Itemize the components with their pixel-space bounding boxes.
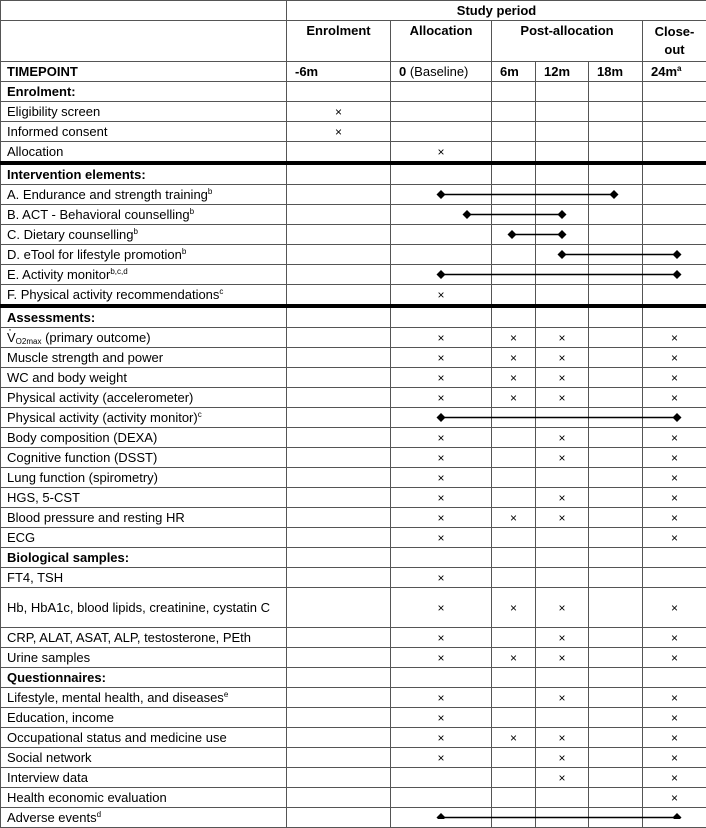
schedule-mark: ×	[287, 102, 391, 122]
schedule-mark: ×	[643, 488, 706, 508]
row-label: FT4, TSH	[1, 568, 287, 588]
schedule-row	[1, 122, 706, 142]
schedule-row	[1, 808, 706, 828]
close-out-header: Close- out	[643, 21, 706, 62]
schedule-mark: ×	[391, 648, 492, 668]
schedule-mark: ×	[536, 748, 589, 768]
row-label: Lifestyle, mental health, and diseases$^e$	[1, 688, 287, 708]
schedule-mark: ×	[536, 648, 589, 668]
schedule-row	[1, 348, 706, 368]
schedule-mark: ×	[643, 528, 706, 548]
schedule-mark: ×	[643, 448, 706, 468]
schedule-mark: ×	[643, 688, 706, 708]
schedule-mark: ×	[391, 368, 492, 388]
section-row-enrolment	[1, 82, 706, 102]
schedule-row	[1, 528, 706, 548]
schedule-row	[1, 102, 706, 122]
schedule-mark: ×	[643, 468, 706, 488]
schedule-mark: ×	[536, 368, 589, 388]
schedule-mark: ×	[391, 468, 492, 488]
schedule-mark: ×	[536, 688, 589, 708]
schedule-mark: ×	[643, 788, 706, 808]
section-title-biological: Biological samples:	[1, 548, 287, 568]
schedule-row	[1, 205, 706, 225]
schedule-mark: ×	[536, 768, 589, 788]
row-label: HGS, 5-CST	[1, 488, 287, 508]
schedule-mark: ×	[643, 708, 706, 728]
row-label: E. Activity monitor$^{b,c,d}$	[1, 265, 287, 285]
schedule-mark: ×	[492, 508, 536, 528]
schedule-mark: ×	[492, 388, 536, 408]
row-label: WC and body weight	[1, 368, 287, 388]
timepoint-6m: 6m	[492, 62, 536, 82]
schedule-mark: ×	[492, 648, 536, 668]
section-row-questionnaires	[1, 668, 706, 688]
schedule-row	[1, 448, 706, 468]
study-period-header: Study period	[287, 1, 706, 21]
row-label: Occupational status and medicine use	[1, 728, 287, 748]
schedule-mark: ×	[643, 388, 706, 408]
row-label: Physical activity (accelerometer)	[1, 388, 287, 408]
timepoint-enrol: -6m	[287, 62, 391, 82]
row-label: Hb, HbA1c, blood lipids, creatinine, cystatin C	[1, 588, 287, 628]
schedule-mark: ×	[643, 508, 706, 528]
row-label: Lung function (spirometry)	[1, 468, 287, 488]
schedule-mark: ×	[391, 728, 492, 748]
schedule-mark: ×	[391, 628, 492, 648]
schedule-row	[1, 588, 706, 628]
section-row-intervention	[1, 163, 706, 185]
schedule-mark: ×	[492, 588, 536, 628]
row-label: · $V_{O2max}$ (primary outcome)	[1, 328, 287, 348]
row-label: Health economic evaluation	[1, 788, 287, 808]
schedule-row	[1, 708, 706, 728]
schedule-mark: ×	[287, 122, 391, 142]
schedule-row	[1, 142, 706, 164]
row-label: Cognitive function (DSST)	[1, 448, 287, 468]
timepoint-alloc: 0 (Baseline)	[391, 62, 492, 82]
row-label: Urine samples	[1, 648, 287, 668]
header-row-2	[1, 21, 706, 62]
row-label: Allocation	[1, 142, 287, 164]
row-label: CRP, ALAT, ASAT, ALP, testosterone, PEth	[1, 628, 287, 648]
schedule-mark: ×	[391, 708, 492, 728]
schedule-mark: ×	[536, 428, 589, 448]
schedule-row	[1, 468, 706, 488]
schedule-row	[1, 788, 706, 808]
schedule-mark: ×	[643, 428, 706, 448]
schedule-row	[1, 185, 706, 205]
schedule-mark: ×	[391, 285, 492, 307]
schedule-row	[1, 285, 706, 307]
schedule-row	[1, 748, 706, 768]
row-label: Blood pressure and resting HR	[1, 508, 287, 528]
schedule-mark: ×	[492, 348, 536, 368]
schedule-mark: ×	[391, 448, 492, 468]
schedule-mark: ×	[536, 348, 589, 368]
row-label: B. ACT - Behavioral counselling$^b$	[1, 205, 287, 225]
section-row-assessments	[1, 306, 706, 328]
row-label: Body composition (DEXA)	[1, 428, 287, 448]
header-row-1	[1, 1, 706, 21]
schedule-mark: ×	[391, 688, 492, 708]
section-title-intervention: Intervention elements:	[1, 163, 287, 185]
row-label: D. eTool for lifestyle promotion$^b$	[1, 245, 287, 265]
enrolment-header: Enrolment	[287, 21, 391, 62]
schedule-mark: ×	[391, 748, 492, 768]
schedule-mark: ×	[492, 328, 536, 348]
schedule-mark: ×	[391, 328, 492, 348]
schedule-row	[1, 388, 706, 408]
allocation-header: Allocation	[391, 21, 492, 62]
schedule-mark: ×	[536, 508, 589, 528]
schedule-mark: ×	[643, 628, 706, 648]
schedule-mark: ×	[391, 528, 492, 548]
section-title-assessments: Assessments:	[1, 306, 287, 328]
timepoint-12m: 12m	[536, 62, 589, 82]
schedule-mark: ×	[492, 728, 536, 748]
schedule-row	[1, 628, 706, 648]
schedule-mark: ×	[536, 328, 589, 348]
timepoint-label: TIMEPOINT	[1, 62, 287, 82]
schedule-mark: ×	[643, 748, 706, 768]
row-label: C. Dietary counselling$^b$	[1, 225, 287, 245]
schedule-mark: ×	[391, 142, 492, 164]
row-label: F. Physical activity recommendations$^c$	[1, 285, 287, 307]
schedule-row	[1, 568, 706, 588]
schedule-row	[1, 688, 706, 708]
schedule-mark: ×	[536, 628, 589, 648]
schedule-mark: ×	[536, 728, 589, 748]
schedule-row	[1, 225, 706, 245]
row-label: Education, income	[1, 708, 287, 728]
schedule-mark: ×	[643, 368, 706, 388]
schedule-mark: ×	[391, 508, 492, 528]
schedule-mark: ×	[391, 428, 492, 448]
schedule-mark: ×	[391, 388, 492, 408]
row-label: Informed consent	[1, 122, 287, 142]
schedule-row	[1, 428, 706, 448]
row-label: A. Endurance and strength training$^b$	[1, 185, 287, 205]
schedule-mark: ×	[536, 488, 589, 508]
schedule-row	[1, 245, 706, 265]
schedule-mark: ×	[536, 448, 589, 468]
schedule-row	[1, 648, 706, 668]
schedule-mark: ×	[492, 368, 536, 388]
row-label: ECG	[1, 528, 287, 548]
schedule-mark: ×	[643, 328, 706, 348]
schedule-mark: ×	[391, 588, 492, 628]
row-label: Physical activity (activity monitor)$^c$	[1, 408, 287, 428]
schedule-mark: ×	[536, 588, 589, 628]
section-title-enrolment: Enrolment:	[1, 82, 287, 102]
timepoint-24m: $24m^a$	[643, 62, 706, 82]
row-label: Muscle strength and power	[1, 348, 287, 368]
schedule-row	[1, 728, 706, 748]
row-label: Eligibility screen	[1, 102, 287, 122]
schedule-row	[1, 368, 706, 388]
row-label: Adverse events$^d$	[1, 808, 287, 828]
schedule-mark: ×	[391, 348, 492, 368]
schedule-mark: ×	[391, 488, 492, 508]
timepoint-row	[1, 62, 706, 82]
schedule-mark: ×	[643, 648, 706, 668]
schedule-mark: ×	[643, 588, 706, 628]
timepoint-18m: 18m	[589, 62, 643, 82]
post-allocation-header: Post-allocation	[492, 21, 643, 62]
schedule-mark: ×	[536, 388, 589, 408]
schedule-mark: ×	[643, 348, 706, 368]
section-title-questionnaires: Questionnaires:	[1, 668, 287, 688]
schedule-row	[1, 488, 706, 508]
schedule-mark: ×	[643, 768, 706, 788]
schedule-row	[1, 328, 706, 348]
section-row-biological	[1, 548, 706, 568]
schedule-row	[1, 265, 706, 285]
schedule-row	[1, 408, 706, 428]
schedule-row	[1, 508, 706, 528]
schedule-row	[1, 768, 706, 788]
row-label: Interview data	[1, 768, 287, 788]
row-label: Social network	[1, 748, 287, 768]
schedule-mark: ×	[643, 728, 706, 748]
schedule-mark: ×	[391, 568, 492, 588]
